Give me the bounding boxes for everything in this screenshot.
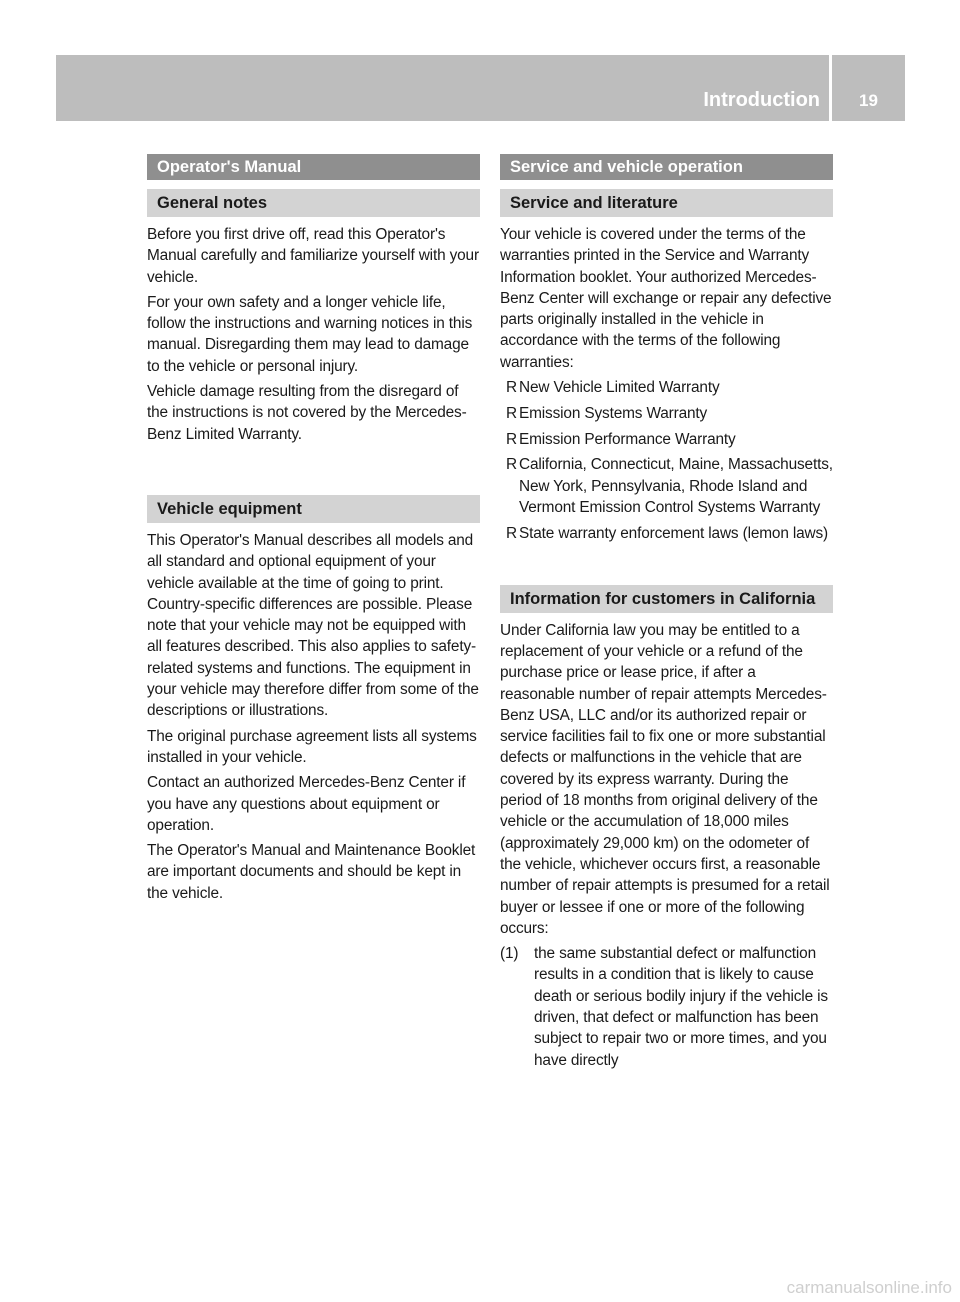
paragraph: Vehicle damage resulting from the disregard of the instructions is not covered by the Mercedes-Benz Limited Warranty. <box>147 383 467 443</box>
bullet-icon: R <box>506 404 517 422</box>
paragraph: This Operator's Manual describes all models and all standard and optional equipment of your vehicle available at the time of going to print. Country-specific differences are possible. Please note that your vehicle may not be equipped with all features described. This also applies to safety-related systems and functions. The equipment in your vehicle may therefore differ from some of the descriptions or illustrations. <box>147 531 479 720</box>
bullet-icon: R <box>506 524 517 542</box>
paragraph: The original purchase agreement lists all systems installed in your vehicle. <box>147 727 477 766</box>
subheading-vehicle-equipment: Vehicle equipment <box>147 495 480 523</box>
section-heading-service: Service and vehicle operation <box>500 154 833 180</box>
list-item: R Emission Systems Warranty <box>500 403 833 424</box>
watermark: carmanualsonline.info <box>786 1278 952 1297</box>
bullet-icon: R <box>506 379 517 397</box>
subheading-service-literature: Service and literature <box>500 189 833 217</box>
bullet-icon: R <box>506 456 517 474</box>
paragraph: Before you first drive off, read this Operator's Manual carefully and familiarize yourself with your vehicle. <box>147 226 479 286</box>
list-item: (1) the same substantial defect or malfunction results in a condition that is likely to cause death or serious bodily injury if the vehicle is driven, that defect or malfunction has been subject to repair two or more times, and you have directly <box>500 945 828 1069</box>
list-item: R Emission Performance Warranty <box>500 429 833 450</box>
paragraph: The Operator's Manual and Maintenance Booklet are important documents and should be kept in the vehicle. <box>147 842 476 902</box>
warranty-list <box>500 377 833 544</box>
list-item: R State warranty enforcement laws (lemon laws) <box>500 523 833 544</box>
paragraph: Contact an authorized Mercedes-Benz Center if you have any questions about equipment or operation. <box>147 774 466 834</box>
section-heading-operators-manual: Operator's Manual <box>147 154 480 180</box>
paragraph: Under California law you may be entitled to a replacement of your vehicle or a refund of the purchase price or lease price, if after a reasonable number of repair attempts Mercedes-Benz USA, LLC and/or its authorized repair or service facilities fail to fix one or more substantial defects or malfunctions in the vehicle that are covered by its express warranty. During the period of 18 months from original delivery of the vehicle or the accumulation of 18,000 miles (approximately 29,000 km) on the odometer of the vehicle, whichever occurs first, a reasonable number of repair attempts is presumed for a retail buyer or lessee if one or more of the following occurs: <box>500 621 830 937</box>
numbered-list <box>500 943 833 1071</box>
page-number: 19 <box>859 91 878 110</box>
list-item: R California, Connecticut, Maine, Massachusetts, New York, Pennsylvania, Rhode Island and Vermont Emission Control Systems Warranty <box>506 456 833 517</box>
chapter-title: Introduction <box>703 89 820 111</box>
list-item: R New Vehicle Limited Warranty <box>500 377 833 398</box>
right-column <box>500 154 833 1071</box>
subheading-california: Information for customers in California <box>500 585 833 613</box>
bullet-icon: R <box>506 430 517 448</box>
subheading-general-notes: General notes <box>147 189 480 217</box>
left-column <box>147 154 480 908</box>
paragraph: For your own safety and a longer vehicle life, follow the instructions and warning notices in this manual. Disregarding them may lead to damage to the vehicle or personal injury. <box>147 293 473 375</box>
paragraph: Your vehicle is covered under the terms of the warranties printed in the Service and Warranty Information booklet. Your authorized Mercedes-Benz Center will exchange or repair any defective parts originally installed in the vehicle in accordance with the terms of the following warranties: <box>500 226 832 371</box>
item-number: (1) <box>500 945 519 963</box>
